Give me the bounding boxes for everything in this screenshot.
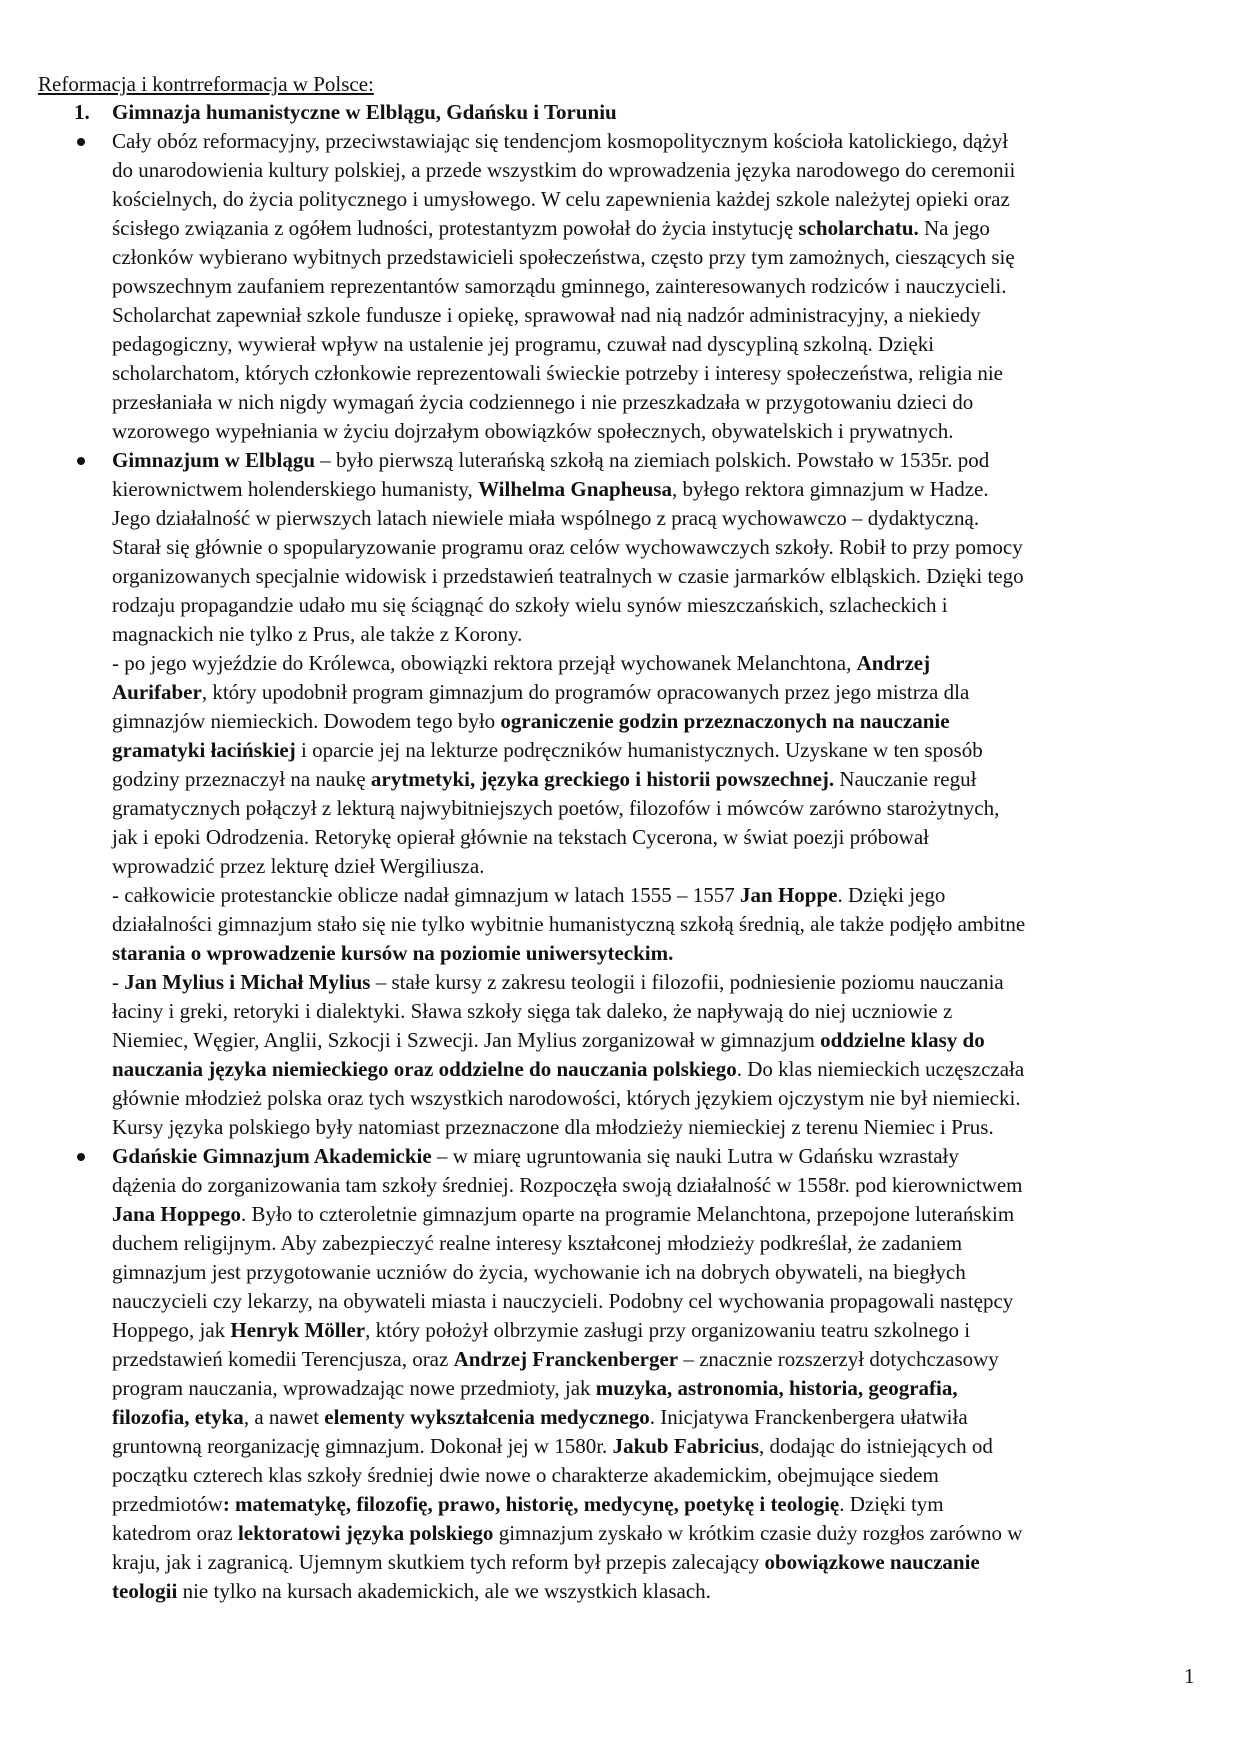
- text-run: dążenia do zorganizowania tam szkoły średniej. Rozpoczęła swoją działalność w 1558r. pod kierownictwem: [112, 1173, 1023, 1197]
- bold-text: lektoratowi języka polskiego: [237, 1521, 494, 1545]
- text-run: działalności gimnazjum stało się nie tylko wybitnie humanistyczną szkołą średnią, ale także podjęło ambitne: [112, 912, 1026, 936]
- text-line: [112, 1316, 1200, 1345]
- bold-text: oddzielne klasy do: [820, 1028, 985, 1052]
- section-heading-text: Gimnazja humanistyczne w Elblągu, Gdańsku i Toruniu: [112, 100, 617, 124]
- bullet-paragraph: [112, 446, 1200, 1142]
- text-line: [112, 388, 1200, 417]
- text-run: , który położył olbrzymie zasługi przy organizowaniu teatru szkolnego i: [365, 1318, 971, 1342]
- text-line: [112, 1287, 1200, 1316]
- bold-text: obowiązkowe nauczanie: [764, 1550, 980, 1574]
- text-run: - po jego wyjeździe do Królewca, obowiązki rektora przejął wychowanek Melanchtona,: [112, 651, 857, 675]
- text-run: - całkowicie protestanckie oblicze nadał gimnazjum w latach 1555 – 1557: [112, 883, 741, 907]
- document-body: [112, 127, 1200, 1606]
- text-run: . Inicjatywa Franckenbergera ułatwiła: [649, 1405, 968, 1429]
- text-line: [112, 765, 1200, 794]
- text-line: [112, 1142, 1200, 1171]
- bold-text: Aurifaber: [112, 680, 202, 704]
- text-line: [112, 1577, 1200, 1606]
- text-run: , byłego rektora gimnazjum w Hadze.: [671, 477, 989, 501]
- bold-text: gramatyki łacińskiej: [112, 738, 296, 762]
- text-run: . Do klas niemieckich uczęszczała: [736, 1057, 1025, 1081]
- bold-text: ograniczenie godzin przeznaczonych na nauczanie: [500, 709, 950, 733]
- text-run: Kursy języka polskiego były natomiast przeznaczone dla młodzieży niemieckiej z terenu Niemiec i Prus.: [112, 1115, 994, 1139]
- text-line: [112, 939, 1200, 968]
- text-line: [112, 910, 1200, 939]
- bold-text: Jana Hoppego: [112, 1202, 241, 1226]
- text-run: Jego działalność w pierwszych latach niewiele miała wspólnego z pracą wychowawczo – dydaktyczną.: [112, 506, 980, 530]
- text-run: – było pierwszą luterańską szkołą na ziemiach polskich. Powstało w 1535r. pod: [315, 448, 990, 472]
- text-run: scholarchatom, których członkowie reprezentowali świeckie potrzeby i interesy społeczeństwa, religia nie: [112, 361, 1003, 385]
- text-line: [112, 359, 1200, 388]
- text-line: [112, 852, 1200, 881]
- text-line: [112, 562, 1200, 591]
- text-line: [112, 185, 1200, 214]
- text-run: . Dzięki tym: [839, 1492, 944, 1516]
- text-line: [112, 156, 1200, 185]
- text-line: [112, 1461, 1200, 1490]
- document-title: Reformacja i kontrreformacja w Polsce:: [38, 72, 374, 96]
- text-run: – stałe kursy z zakresu teologii i filozofii, podniesienie poziomu nauczania: [370, 970, 1004, 994]
- bold-text: muzyka, astronomia, historia, geografia,: [595, 1376, 958, 1400]
- text-line: [112, 881, 1200, 910]
- text-line: [112, 127, 1200, 156]
- text-line: [112, 1548, 1200, 1577]
- text-run: przedstawień komedii Terencjusza, oraz: [112, 1347, 454, 1371]
- text-run: duchem religijnym. Aby zabezpieczyć realne interesy kształconej młodzieży podkreślał, że zadaniem: [112, 1231, 963, 1255]
- text-run: Starał się głównie o spopularyzowanie programu oraz celów wychowawczych szkoły. Robił to przy pomocy: [112, 535, 1023, 559]
- bold-text: starania o wprowadzenie kursów na poziomie uniwersyteckim.: [112, 941, 674, 965]
- text-run: Hoppego, jak: [112, 1318, 231, 1342]
- text-run: wprowadzić przez lekturę dzieł Wergiliusza.: [112, 854, 485, 878]
- text-run: . Było to czteroletnie gimnazjum oparte na programie Melanchtona, przepojone luterańskim: [240, 1202, 1015, 1226]
- bold-text: elementy wykształcenia medycznego: [324, 1405, 650, 1429]
- text-run: nauczycieli czy lekarzy, na obywateli miasta i nauczycieli. Podobny cel wychowania propagowali następcy: [112, 1289, 1014, 1313]
- text-line: [112, 1113, 1200, 1142]
- text-line: [112, 591, 1200, 620]
- bold-text: scholarchatu.: [798, 216, 919, 240]
- text-run: kierownictwem holenderskiego humanisty,: [112, 477, 479, 501]
- text-run: Niemiec, Węgier, Anglii, Szkocji i Szwecji. Jan Mylius zorganizował w gimnazjum: [112, 1028, 821, 1052]
- bold-text: Andrzej Franckenberger: [453, 1347, 679, 1371]
- bold-text: filozofia, etyka: [112, 1405, 244, 1429]
- text-run: rodzaju propagandzie udało mu się ściągnąć do szkoły wielu synów mieszczańskich, szlacheckich i: [112, 593, 948, 617]
- text-line: [112, 1171, 1200, 1200]
- text-line: [112, 736, 1200, 765]
- text-run: , który upodobnił program gimnazjum do programów opracowanych przez jego mistrza dla: [201, 680, 970, 704]
- bold-text: Wilhelma Gnapheusa: [478, 477, 672, 501]
- text-run: do unarodowienia kultury polskiej, a przede wszystkim do wprowadzenia języka narodowego do ceremonii: [112, 158, 1016, 182]
- text-run: program nauczania, wprowadzając nowe przedmioty, jak: [112, 1376, 596, 1400]
- text-line: [112, 214, 1200, 243]
- text-line: [112, 1519, 1200, 1548]
- text-line: [112, 504, 1200, 533]
- bold-text: Jan Hoppe: [740, 883, 838, 907]
- bullet-icon: [77, 1153, 85, 1161]
- text-line: [112, 475, 1200, 504]
- text-line: [112, 533, 1200, 562]
- text-line: [112, 620, 1200, 649]
- text-line: [112, 417, 1200, 446]
- bold-text: nauczania języka niemieckiego oraz oddzielne do nauczania polskiego: [112, 1057, 737, 1081]
- bold-text: Jan Mylius i Michał Mylius: [124, 970, 371, 994]
- text-line: [112, 968, 1200, 997]
- text-line: [112, 1432, 1200, 1461]
- bold-text: : matematykę, filozofię, prawo, historię, medycynę, poetykę i teologię: [222, 1492, 840, 1516]
- text-line: [112, 243, 1200, 272]
- bold-text: Gimnazjum w Elblągu: [112, 448, 316, 472]
- text-line: [112, 678, 1200, 707]
- text-run: , dodając do istniejących od: [759, 1434, 993, 1458]
- text-run: przesłaniała w nich nigdy wymagań życia codziennego i nie przeszkadzała w przygotowaniu dzieci do: [112, 390, 974, 414]
- text-run: gimnazjów niemieckich. Dowodem tego było: [112, 709, 501, 733]
- text-run: Nauczanie reguł: [834, 767, 977, 791]
- text-run: – znacznie rozszerzył dotychczasowy: [678, 1347, 999, 1371]
- bold-text: teologii: [112, 1579, 178, 1603]
- text-run: gimnazjum zyskało w krótkim czasie duży rozgłos zarówno w: [493, 1521, 1023, 1545]
- text-line: [112, 272, 1200, 301]
- text-run: Na jego: [918, 216, 990, 240]
- text-run: Cały obóz reformacyjny, przeciwstawiając się tendencjom kosmopolitycznym kościoła katolickiego, dążył: [112, 129, 1009, 153]
- text-line: [112, 446, 1200, 475]
- bullet-paragraph: [112, 1142, 1200, 1606]
- text-run: godziny przeznaczył na naukę: [112, 767, 371, 791]
- text-run: – w miarę ugruntowania się nauki Lutra w Gdańsku wzrastały: [431, 1144, 959, 1168]
- text-run: Scholarchat zapewniał szkole fundusze i opiekę, sprawował nad nią nadzór administracyjny, a niekiedy: [112, 303, 981, 327]
- text-run: organizowanych specjalnie widowisk i przedstawień teatralnych w czasie jarmarków elbląskich. Dzięki tego: [112, 564, 1024, 588]
- text-line: [112, 794, 1200, 823]
- text-line: [112, 1084, 1200, 1113]
- bold-text: Andrzej: [856, 651, 931, 675]
- text-line: [112, 1258, 1200, 1287]
- text-line: [112, 1345, 1200, 1374]
- text-line: [112, 649, 1200, 678]
- text-run: wzorowego wypełniania w życiu dojrzałym obowiązków społecznych, obywatelskich i prywatnych.: [112, 419, 954, 443]
- text-line: [112, 1403, 1200, 1432]
- text-line: [112, 1374, 1200, 1403]
- text-line: [112, 1055, 1200, 1084]
- text-line: [112, 301, 1200, 330]
- text-run: głównie młodzież polska oraz tych wszystkich narodowości, których językiem ojczystym nie był niemiecki.: [112, 1086, 1021, 1110]
- text-run: początku czterech klas szkoły średniej dwie nowe o charakterze akademickim, obejmujące siedem: [112, 1463, 939, 1487]
- text-line: [112, 997, 1200, 1026]
- text-run: nie tylko na kursach akademickich, ale we wszystkich klasach.: [177, 1579, 711, 1603]
- bullet-paragraph: [112, 127, 1200, 446]
- section-number: 1.: [74, 100, 90, 124]
- text-line: [112, 1026, 1200, 1055]
- text-run: jak i epoki Odrodzenia. Retorykę opierał głównie na tekstach Cycerona, w świat poezji próbował: [112, 825, 929, 849]
- text-run: przedmiotów: [112, 1492, 223, 1516]
- text-line: [112, 707, 1200, 736]
- text-run: kraju, jak i zagranicą. Ujemnym skutkiem tych reform był przepis zalecający: [112, 1550, 765, 1574]
- text-run: , a nawet: [243, 1405, 325, 1429]
- text-run: katedrom oraz: [112, 1521, 238, 1545]
- text-run: gruntowną reorganizację gimnazjum. Dokonał jej w 1580r.: [112, 1434, 613, 1458]
- text-line: [112, 823, 1200, 852]
- text-run: i oparcie jej na lekturze podręczników humanistycznych. Uzyskane w ten sposób: [295, 738, 983, 762]
- text-run: -: [112, 970, 125, 994]
- text-run: ścisłego związania z ogółem ludności, protestantyzm powołał do życia instytucję: [112, 216, 799, 240]
- text-run: gimnazjum jest przygotowanie uczniów do życia, wychowanie ich na dobrych obywateli, na biegłych: [112, 1260, 966, 1284]
- bullet-icon: [77, 138, 85, 146]
- section-heading: [74, 98, 617, 127]
- bold-text: Henryk Möller: [230, 1318, 366, 1342]
- bullet-icon: [77, 457, 85, 465]
- text-run: gramatycznych połączył z lekturą najwybitniejszych poetów, filozofów i mówców zarówno starożytnych,: [112, 796, 1000, 820]
- bold-text: Gdańskie Gimnazjum Akademickie: [112, 1144, 432, 1168]
- bold-text: arytmetyki, języka greckiego i historii powszechnej.: [370, 767, 835, 791]
- text-line: [112, 1229, 1200, 1258]
- text-run: . Dzięki jego: [837, 883, 946, 907]
- text-run: powszechnym zaufaniem reprezentantów samorządu gminnego, zainteresowanych rodziców i nauczycieli.: [112, 274, 1007, 298]
- text-run: kościelnych, do życia politycznego i umysłowego. W celu zapewnienia każdej szkole należytej opieki oraz: [112, 187, 1010, 211]
- bold-text: Jakub Fabricius: [612, 1434, 760, 1458]
- text-run: członków wybierano wybitnych przedstawicieli społeczeństwa, często przy tym zamożnych, cieszących się: [112, 245, 1015, 269]
- text-run: łaciny i greki, retoryki i dialektyki. Sława szkoły sięga tak daleko, że napływają do niej uczniowie z: [112, 999, 953, 1023]
- page-number: 1: [1184, 1664, 1195, 1688]
- text-line: [112, 330, 1200, 359]
- text-line: [112, 1200, 1200, 1229]
- text-run: pedagogiczny, wywierał wpływ na ustalenie jej programu, czuwał nad dyscypliną szkolną. Dzięki: [112, 332, 935, 356]
- text-run: magnackich nie tylko z Prus, ale także z Korony.: [112, 622, 523, 646]
- text-line: [112, 1490, 1200, 1519]
